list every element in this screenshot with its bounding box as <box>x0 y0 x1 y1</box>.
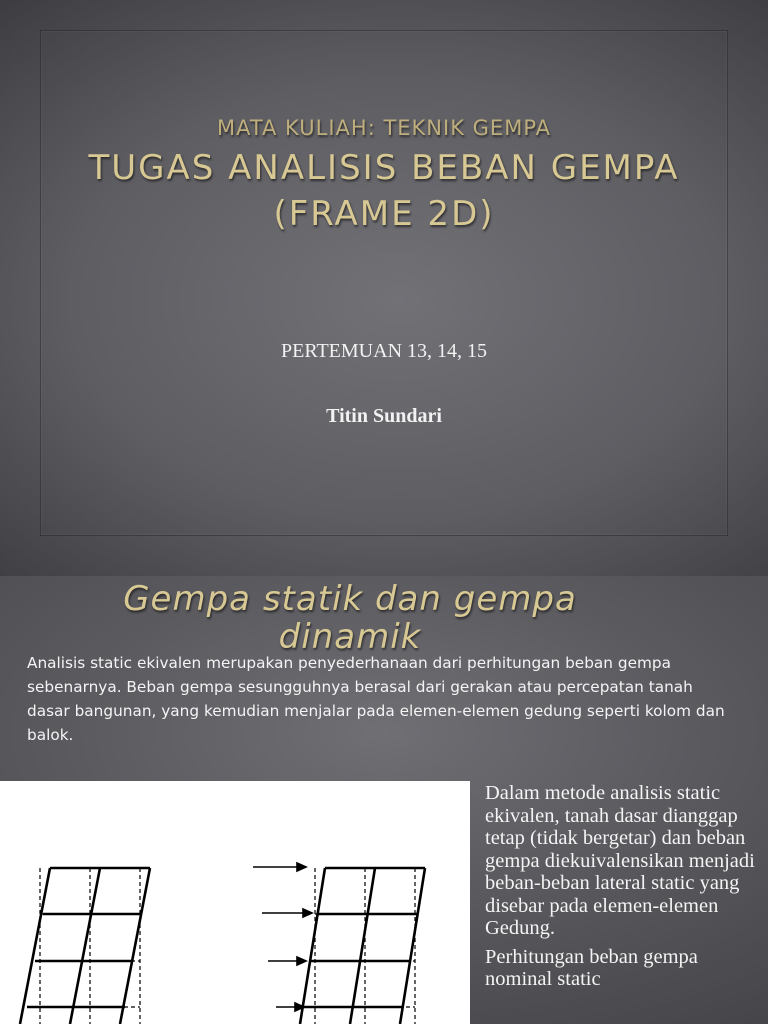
content-slide <box>0 576 768 1024</box>
right-frame-deformed <box>300 868 425 1024</box>
slide-heading: Gempa statik dan gempa dinamik <box>123 579 577 657</box>
load-arrow <box>262 909 312 917</box>
right-frame-original <box>315 868 415 1024</box>
load-arrow <box>276 1003 304 1011</box>
load-arrow <box>268 957 306 965</box>
load-arrow <box>253 863 306 871</box>
explanation-text <box>485 782 768 997</box>
course-name: MATA KULIAH: TEKNIK GEMPA <box>216 116 552 140</box>
slide-frame-decoration <box>40 30 728 536</box>
frame-deformation-figure <box>0 781 470 1024</box>
frame-diagrams <box>0 781 470 1024</box>
lateral-load-arrows <box>253 863 312 1011</box>
explanation-paragraph: Dalam metode analisis static ekivalen, tanah dasar dianggap tetap (tidak bergetar) dan beban gempa diekuivalensikan menjadi beban-beban lateral static yang disebar pada elemen-elemen Gedung. <box>485 782 755 939</box>
slide-title-line-2: (FRAME 2D) <box>273 194 495 234</box>
slide-title-line-1: TUGAS ANALISIS BEBAN GEMPA <box>88 148 680 188</box>
intro-paragraph: Analisis static ekivalen merupakan penyederhanaan dari perhitungan beban gempa sebenarnya. Beban gempa sesungguhnya berasal dari gerakan atau percepatan tanah dasar bangunan, yang kemudian menjalar pada elemen-elemen gedung seperti kolom dan balok. <box>27 654 725 744</box>
explanation-paragraph: Perhitungan beban gempa nominal static <box>485 945 698 990</box>
author-name: Titin Sundari <box>326 405 442 427</box>
meeting-numbers: PERTEMUAN 13, 14, 15 <box>280 340 488 362</box>
